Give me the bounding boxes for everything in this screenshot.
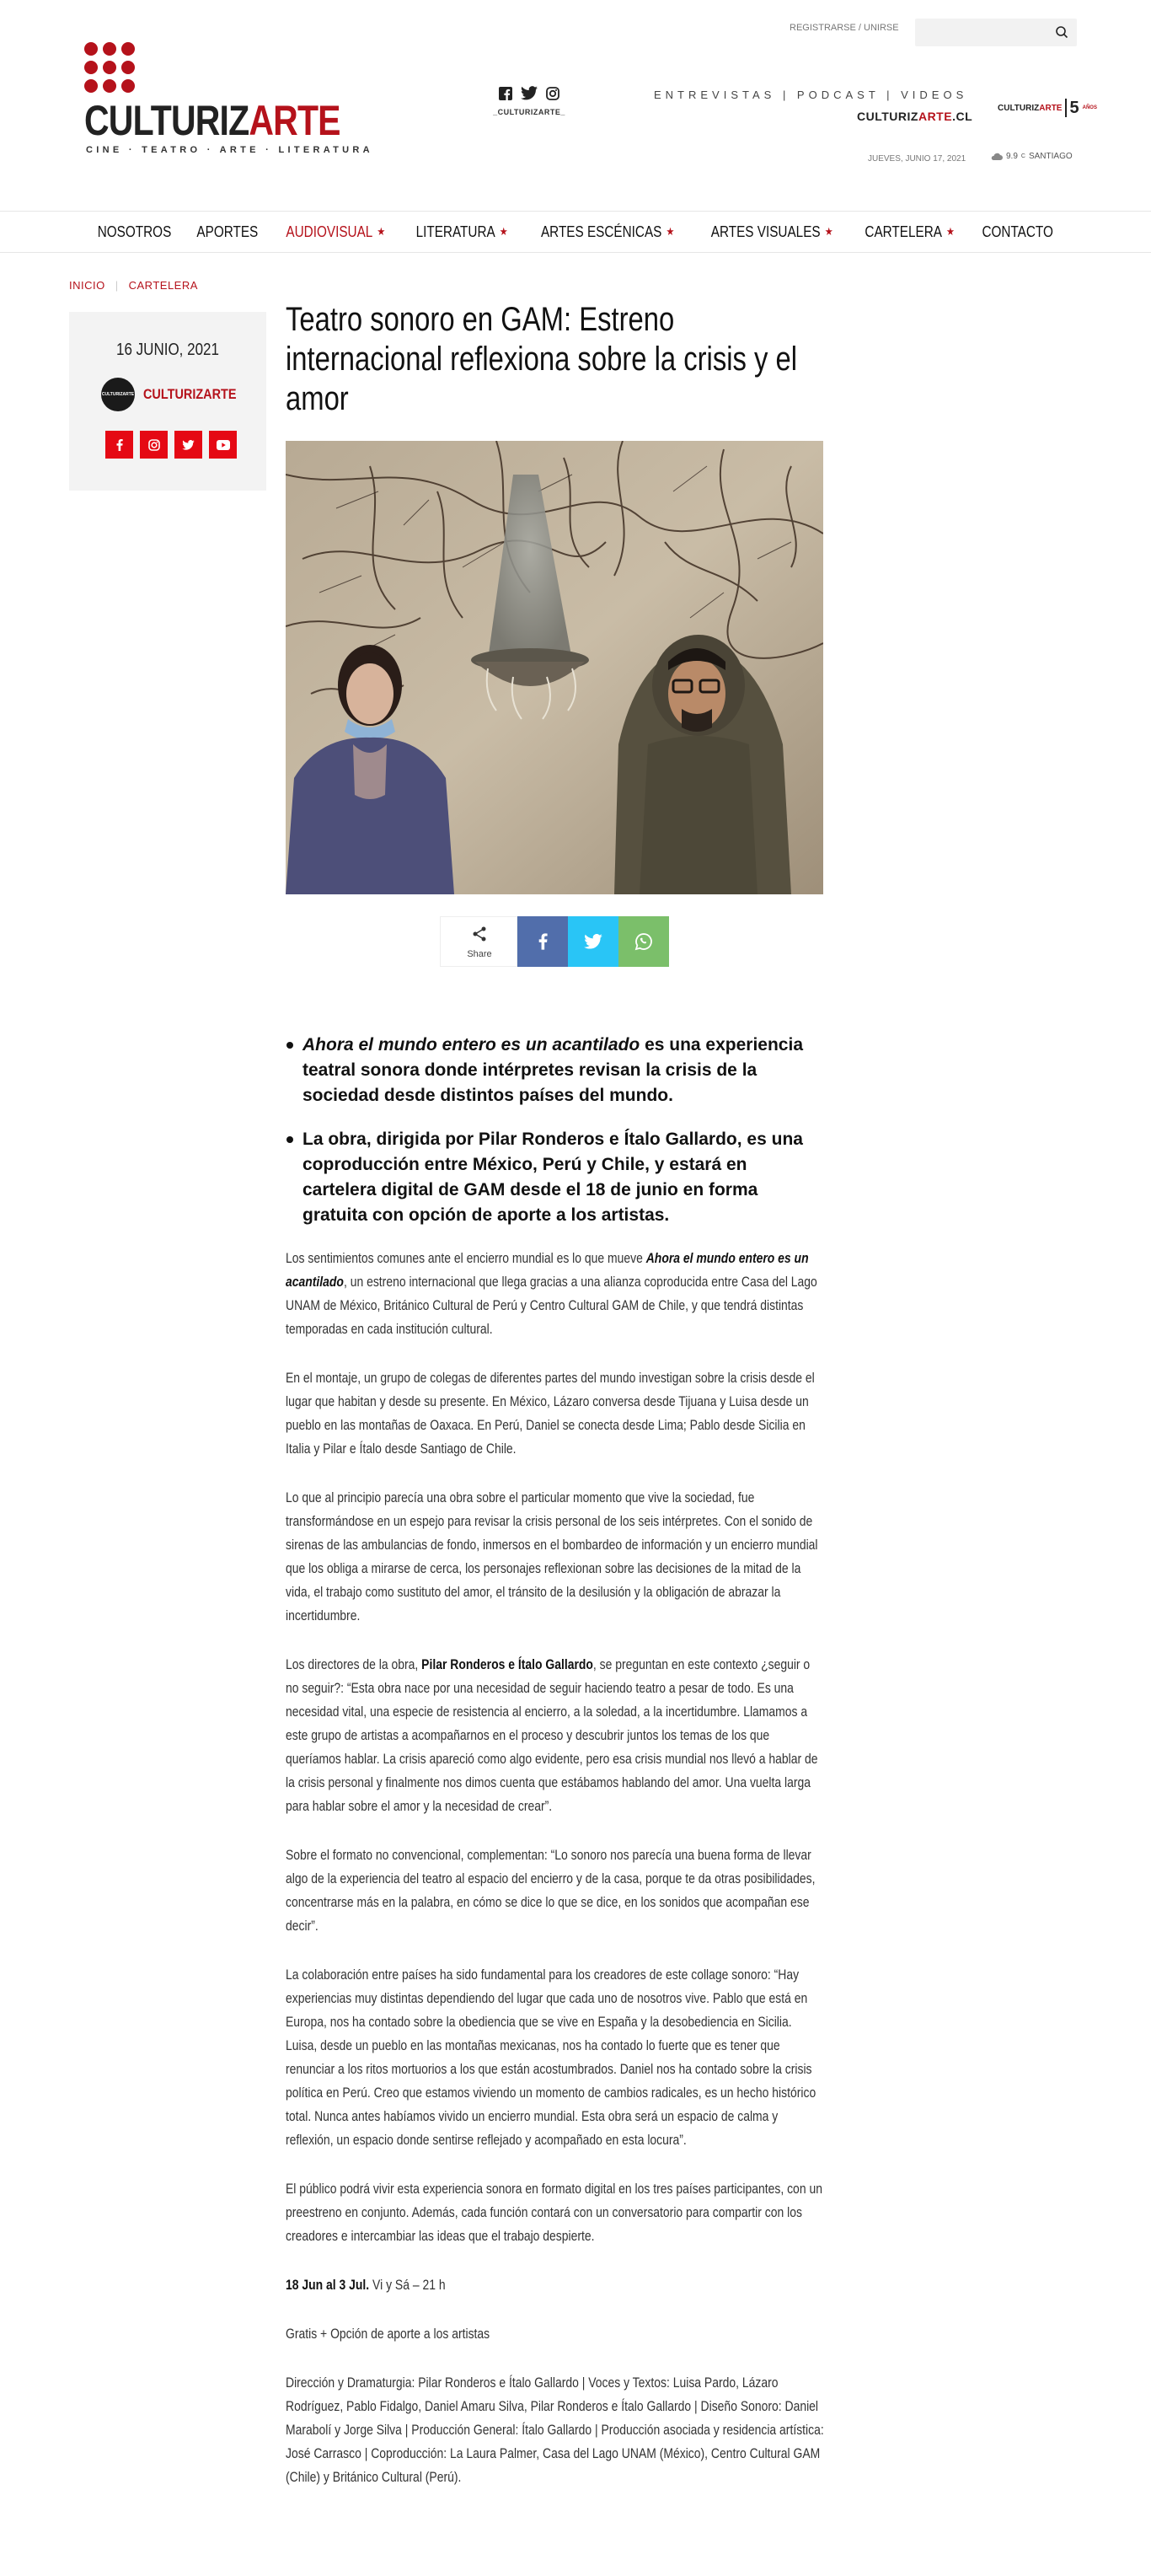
badge-number: 5: [1065, 99, 1079, 117]
article-highlights: [286, 1033, 823, 1228]
post-author[interactable]: [101, 378, 253, 411]
star-icon: ★: [499, 225, 508, 238]
nav-item-literatura[interactable]: LITERATURA ★: [415, 223, 508, 240]
search-icon[interactable]: [1055, 25, 1068, 39]
star-icon: ★: [666, 225, 675, 238]
badge-logo: CULTURIZARTE: [998, 103, 1063, 113]
nav-item-cartelera[interactable]: CARTELERA ★: [865, 223, 955, 240]
facebook-icon[interactable]: [105, 431, 133, 459]
breadcrumb: [69, 276, 1151, 293]
share-button[interactable]: [440, 916, 517, 967]
author-social: [105, 431, 237, 459]
nav-item-audiovisual[interactable]: AUDIOVISUAL ★: [286, 223, 386, 240]
badge-years: AÑOS: [1082, 105, 1097, 110]
star-icon: ★: [824, 225, 833, 238]
content-area: [0, 293, 1151, 2540]
youtube-icon[interactable]: [209, 431, 237, 459]
weather-city: SANTIAGO: [1028, 152, 1073, 161]
instagram-icon[interactable]: [546, 87, 559, 105]
paragraph: Los sentimientos comunes ante el encierro mundial es lo que mueve Ahora el mundo entero es un acantilado, un estreno internacional que llega gracias a una alianza coproducida entre Casa del Lago UNAM de México, Británico Cultural de Perú y Centro Cultural GAM de Chile, y que tendrá distintas temporadas en cada institución cultural.: [286, 1250, 817, 1337]
weather-temp: 9.9: [1006, 152, 1018, 161]
site-header: [0, 0, 1151, 211]
paragraph: Los directores de la obra, Pilar Ronderos e Ítalo Gallardo, se preguntan en este contexto ¿seguir o no seguir?: “Esta obra nace por una necesidad de seguir haciendo teatro a pesar de todo. Es una necesidad vital, una especie de resistencia al encierro, a la soledad, a la incertidumbre. Llamamos a este grupo de artistas a acompañarnos en el proceso y descubrir juntos los temas de los que queríamos hablar. La crisis apareció como algo evidente, pero esa crisis mundial nos llevó a hablar de la crisis personal y finalmente nos dimos cuenta que estábamos hablando del amor. Una vuelta larga para hablar sobre el amor y la necesidad de crear”.: [286, 1656, 818, 1814]
current-date: JUEVES, JUNIO 17, 2021: [868, 154, 966, 164]
paragraph: Lo que al principio parecía una obra sobre el particular momento que vive la sociedad, fue transformándose en un espejo para revisar la crisis personal de los seis intérpretes. Con el sonido de sirenas de las ambulancias de fondo, inmersos en el bombardeo de información y un encierro mundial que los obliga a mirarse de cerca, los personajes reflexionan sobre las decisiones de la mitad de la vida, el trabajo como sustituto del amor, el tránsito de la desilusión y la obligación de abrazar la incertidumbre.: [286, 1489, 818, 1623]
star-icon: ★: [945, 225, 955, 238]
article: [286, 293, 823, 2540]
nav-item-contacto[interactable]: CONTACTO: [982, 223, 1054, 240]
paragraph: El público podrá vivir esta experiencia sonora en formato digital en los tres países participantes, con un preestreno en conjunto. Además, cada función contará con un conversatorio para compartir con los creadores e intercambiar las ideas que el trabajo despierte.: [286, 2181, 822, 2244]
paragraph: Sobre el formato no convencional, complementan: “Lo sonoro nos parecía una buena forma de llevar algo de la experiencia del teatro al espacio del encierro y de la casa, porque te da otras posibilidades, concentrarse más en la palabra, en cómo se dice lo que se dice, en los sonidos que acompañan ese decir”.: [286, 1847, 816, 1934]
weather-widget: [991, 152, 1073, 161]
search-input[interactable]: [915, 19, 1077, 46]
social-handle[interactable]: _CULTURIZARTE_: [493, 108, 565, 116]
post-date: 16 JUNIO, 2021: [116, 341, 219, 359]
avatar[interactable]: CULTURIZARTE: [101, 378, 135, 411]
main-nav: [0, 211, 1151, 253]
paragraph: Dirección y Dramaturgia: Pilar Ronderos e Ítalo Gallardo | Voces y Textos: Luisa Pardo, Lázaro Rodríguez, Pablo Fidalgo, Daniel Amaru Silva, Pilar Ronderos e Ítalo Gallardo | Diseño Sonoro: Daniel Marabolí y Jorge Silva | Producción General: Ítalo Gallardo | Producción asociada y residencia artística: José Carrasco | Coproducción: La Laura Palmer, Casa del Lago UNAM (México), Centro Cultural GAM (Chile) y Británico Cultural (Perú).: [286, 2375, 824, 2485]
article-title: Teatro sonoro en GAM: Estreno internacional reflexiona sobre la crisis y el amor: [286, 301, 798, 417]
cloud-icon: [991, 153, 1003, 161]
paragraph: Gratis + Opción de aporte a los artistas: [286, 2326, 490, 2342]
nav-item-aportes[interactable]: APORTES: [196, 223, 259, 240]
share-bar: [286, 916, 823, 967]
share-whatsapp-button[interactable]: [618, 916, 669, 967]
highlight-item: La obra, dirigida por Pilar Ronderos e Ítalo Gallardo, es una coproducción entre México, Perú y Chile, y estará en cartelera digital de GAM desde el 18 de junio en forma gratuita con opción de aporte a los artistas.: [302, 1127, 823, 1228]
site-url[interactable]: CULTURIZARTE.CL: [857, 110, 973, 123]
register-link[interactable]: REGISTRARSE / UNIRSE: [790, 23, 899, 33]
author-name[interactable]: CULTURIZARTE: [143, 386, 237, 402]
star-icon: ★: [377, 225, 386, 238]
top-links[interactable]: ENTREVISTAS | PODCAST | VIDEOS: [654, 89, 968, 101]
header-social: [491, 86, 567, 120]
nav-item-nosotros[interactable]: NOSOTROS: [98, 223, 172, 240]
twitter-icon[interactable]: [174, 431, 202, 459]
nav-item-artes-visuales[interactable]: ARTES VISUALES ★: [710, 223, 833, 240]
paragraph: 18 Jun al 3 Jul. Vi y Sá – 21 h: [286, 2277, 446, 2293]
share-label: Share: [467, 949, 492, 959]
facebook-icon[interactable]: [499, 87, 512, 105]
nav-item-artes-escenicas[interactable]: ARTES ESCÉNICAS ★: [541, 223, 675, 240]
breadcrumb-home[interactable]: INICIO: [69, 278, 105, 292]
post-meta: [69, 312, 266, 491]
logo-wordmark: CULTURIZARTE: [84, 97, 340, 144]
share-icon: [471, 926, 488, 942]
weather-unit: C: [1020, 153, 1025, 159]
article-body: [286, 1247, 823, 2489]
breadcrumb-separator: |: [115, 278, 119, 292]
logo-tagline: CINE · TEATRO · ARTE · LITERATURA: [86, 145, 373, 155]
article-hero-image: [286, 441, 823, 894]
site-logo[interactable]: [84, 42, 373, 169]
paragraph: La colaboración entre países ha sido fundamental para los creadores de este collage sonoro: “Hay experiencias muy distintas dependiendo del lugar que cada uno de nosotros vive. Pablo que está en Europa, nos ha contado sobre la obediencia que se vive en España y la desobediencia en Sicilia. Luisa, desde un pueblo en las montañas mexicanas, nos ha contado lo fuerte que es tener que renunciar a los ritos mortuorios a los que están acostumbrados. Daniel nos ha contado sobre la crisis política en Perú. Creo que estamos viviendo un momento de cambios radicales, es un hecho histórico total. Nunca antes habíamos vivido un encierro mundial. Esta obra será un espacio de calma y reflexión, un espacio donde sentirse reflejado y acompañado en esta locura”.: [286, 1967, 816, 2148]
logo-dots: [84, 42, 138, 96]
anniversary-badge: [998, 97, 1097, 119]
twitter-icon[interactable]: [521, 86, 538, 105]
highlight-item: Ahora el mundo entero es un acantilado es una experiencia teatral sonora donde intérpretes revisan la crisis de la sociedad desde distintos países del mundo.: [302, 1033, 823, 1108]
share-facebook-button[interactable]: [517, 916, 568, 967]
whatsapp-icon: [634, 932, 653, 951]
facebook-icon: [538, 933, 548, 950]
breadcrumb-section[interactable]: CARTELERA: [128, 278, 198, 292]
paragraph: En el montaje, un grupo de colegas de diferentes partes del mundo investigan sobre la crisis desde el lugar que habitan y desde su presente. En México, Lázaro conversa desde Tijuana y Luisa desde un pueblo en las montañas de Oaxaca. En Perú, Daniel se conecta desde Lima; Pablo desde Sicilia en Italia y Pilar e Ítalo desde Santiago de Chile.: [286, 1370, 815, 1457]
share-twitter-button[interactable]: [568, 916, 618, 967]
twitter-icon: [584, 934, 602, 949]
instagram-icon[interactable]: [140, 431, 168, 459]
